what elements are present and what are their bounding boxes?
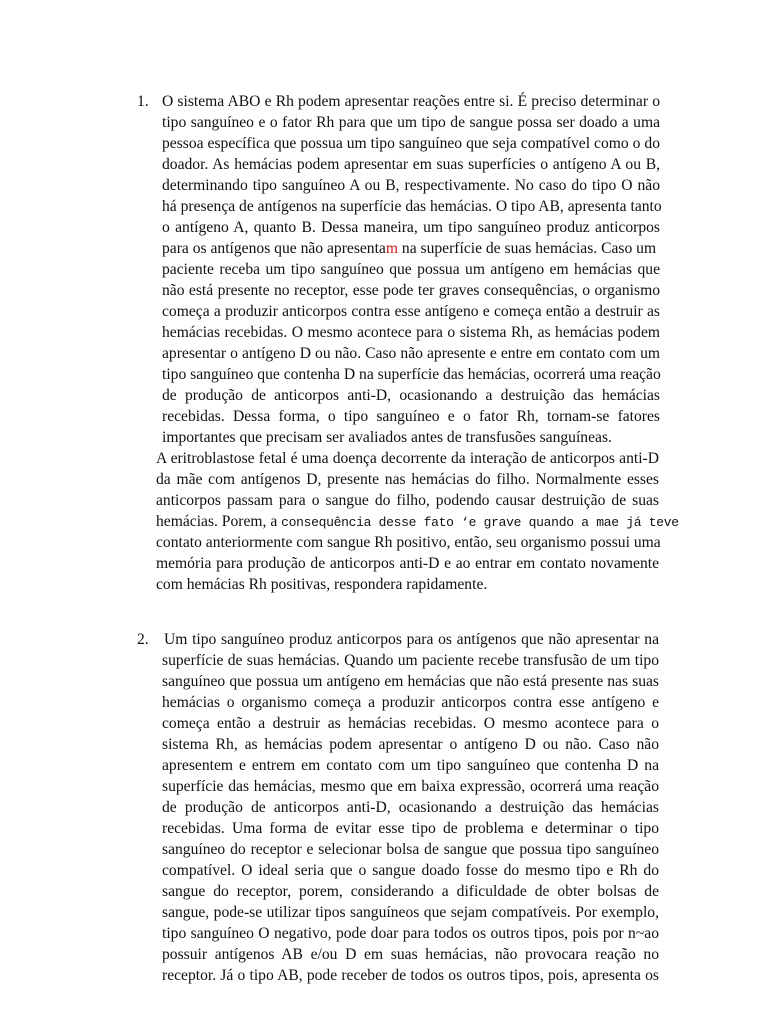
text-line: tipo sanguíneo O negativo, pode doar para todos os outros tipos, pois por n~ao (162, 925, 659, 942)
item-1-number: 1. (137, 93, 149, 110)
text-line: anticorpos passam para o sangue do filho, podendo causar destruição de suas (156, 492, 659, 509)
text-line: recebidas. Dessa forma, o tipo sanguíneo e o fator Rh, tornam-se fatores (162, 408, 660, 425)
item-2-number: 2. (137, 631, 149, 648)
text-line: compatível. O ideal seria que o sangue doado fosse do mesmo tipo e Rh do (162, 862, 659, 879)
text-line: sanguíneo do receptor e selecionar bolsa de sangue que possua tipo sanguíneo (162, 841, 659, 858)
text-line: contato anteriormente com sangue Rh positivo, então, seu organismo possui uma (156, 534, 661, 551)
text-line: sangue do receptor, porem, considerando a dificuldade de obter bolsas de (162, 883, 659, 900)
text-line: hemácias o organismo começa a produzir anticorpos contra esse antígeno e (162, 694, 659, 711)
text-line: começa a produzir anticorpos contra esse antígeno e começa então a destruir as (162, 303, 660, 320)
text-line: começa então a destruir as hemácias recebidas. O mesmo acontece para o (162, 715, 659, 732)
text-line: receptor. Já o tipo AB, pode receber de todos os outros tipos, pois, apresenta os (162, 967, 659, 984)
text-line: de produção de anticorpos anti-D, ocasionando a destruição das hemácias (162, 799, 659, 816)
text-line: há presença de antígenos na superfície das hemácias. O tipo AB, apresenta tanto (162, 198, 662, 215)
text-line (162, 238, 656, 259)
text-line (156, 511, 679, 532)
text-line: importantes que precisam ser avaliados antes de transfusões sanguíneas. (162, 429, 612, 446)
text-line: com hemácias Rh positivas, respondera rapidamente. (156, 576, 488, 593)
text-line: hemácias recebidas. O mesmo acontece para o sistema Rh, as hemácias podem (162, 324, 660, 341)
text-line: o antígeno A, quanto B. Dessa maneira, um tipo sanguíneo produz anticorpos (162, 219, 660, 236)
text-line: da mãe com antígenos D, presente nas hemácias do filho. Normalmente esses (156, 471, 659, 488)
text-line: recebidas. Uma forma de evitar esse tipo de problema e determinar o tipo (162, 820, 659, 837)
text-line: pessoa específica que possua um tipo sanguíneo que seja compatível como o do (162, 135, 660, 152)
text-line: paciente receba um tipo sanguíneo que possua um antígeno em hemácias que (162, 261, 660, 278)
text-segment: para os antígenos que não apresenta (162, 240, 386, 257)
text-line: Um tipo sanguíneo produz anticorpos para os antígenos que não apresentar na (164, 631, 659, 648)
text-line: não está presente no receptor, esse pode ter graves consequências, o organismo (162, 282, 660, 299)
text-line: tipo sanguíneo e o fator Rh para que um tipo de sangue possa ser doado a uma (162, 114, 660, 131)
monospace-segment: consequência desse fato ‘e grave quando a mae já teve (281, 515, 679, 530)
text-line: sanguíneo que possua um antígeno em hemácias que não está presente nas suas (162, 673, 659, 690)
text-line: possuir antígenos AB e/ou D em suas hemácias, não provocara reação no (162, 946, 659, 963)
text-line: determinando tipo sanguíneo A ou B, respectivamente. No caso do tipo O não (162, 177, 660, 194)
text-line: superfície das hemácias, mesmo que em baixa expressão, ocorrerá uma reação (162, 778, 659, 795)
text-line: superfície de suas hemácias. Quando um paciente recebe transfusão de um tipo (162, 652, 659, 669)
text-line: apresentar o antígeno D ou não. Caso não apresente e entre em contato com um (162, 345, 660, 362)
text-line: sangue, pode-se utilizar tipos sanguíneos que sejam compatíveis. Por exemplo, (162, 904, 659, 921)
text-line: apresentem e entrem em contato com um tipo sanguíneo que contenha D na (162, 757, 659, 774)
highlighted-letter: m (385, 240, 398, 257)
text-line: O sistema ABO e Rh podem apresentar reações entre si. É preciso determinar o (162, 93, 660, 110)
text-line: memória para produção de anticorpos anti-D e ao entrar em contato novamente (156, 555, 659, 572)
text-line: tipo sanguíneo que contenha D na superfície das hemácias, ocorrerá uma reação (162, 366, 661, 383)
text-line: de produção de anticorpos anti-D, ocasionando a destruição das hemácias (162, 387, 660, 404)
text-line: A eritroblastose fetal é uma doença decorrente da interação de anticorpos anti-D (156, 450, 659, 467)
text-segment: na superfície de suas hemácias. Caso um (398, 240, 657, 257)
text-segment: hemácias. Porem, a (156, 513, 282, 530)
text-line: sistema Rh, as hemácias podem apresentar o antígeno D ou não. Caso não (162, 736, 659, 753)
text-line: doador. As hemácias podem apresentar em suas superfícies o antígeno A ou B, (162, 156, 660, 173)
